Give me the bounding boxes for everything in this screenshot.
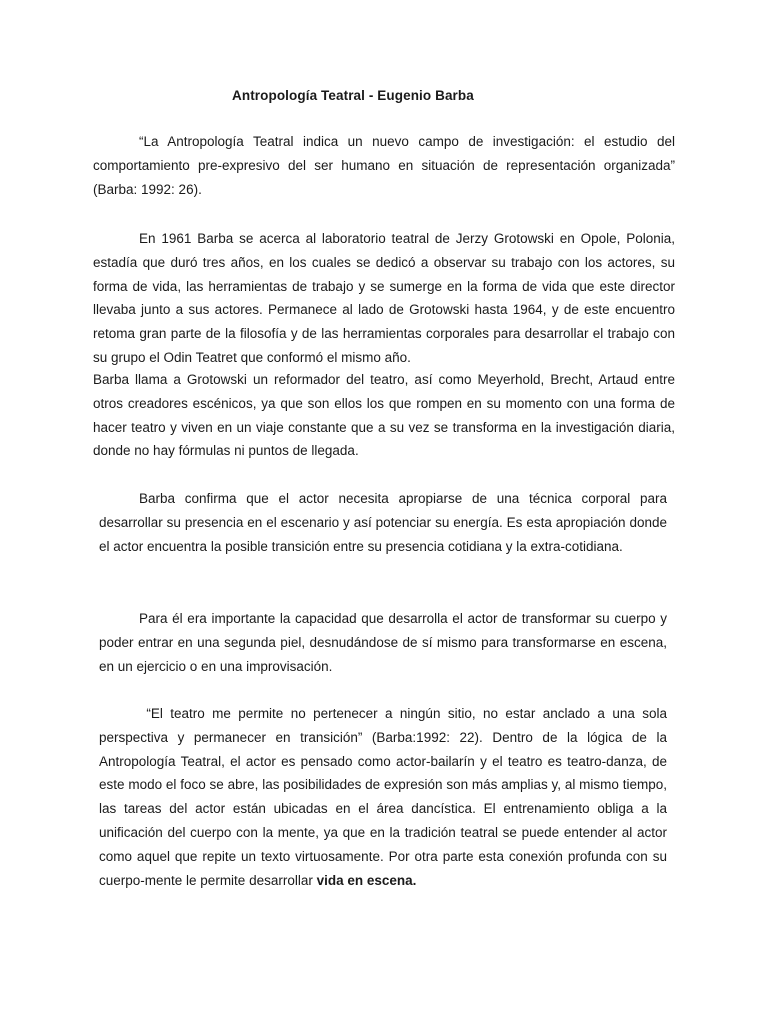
paragraph-quote-definition: [93, 130, 675, 201]
paragraph-bold-text: vida en escena.: [316, 872, 417, 888]
document-title: Antropología Teatral - Eugenio Barba: [232, 88, 474, 103]
paragraph-second-skin: [99, 607, 667, 678]
paragraph-text: Barba confirma que el actor necesita apropiarse de una técnica corporal para desarrollar su presencia en el escenario y así potenciar su energía. Es esta apropiación donde el actor encuentra la posible transición entre su presencia cotidiana y la extra-cotidiana.: [99, 491, 667, 554]
paragraph-actor-dancer: [99, 702, 667, 892]
paragraph-text: Para él era importante la capacidad que desarrolla el actor de transformar su cuerpo y poder entrar en una segunda piel, desnudándose de sí mismo para transformarse en escena, en un ejercicio o en una improvisación.: [99, 611, 667, 674]
paragraph-corporal-technique: [99, 487, 667, 558]
paragraph-text: En 1961 Barba se acerca al laboratorio teatral de Jerzy Grotowski en Opole, Polonia, estadía que duró tres años, en los cuales se dedicó a observar su trabajo con los actores, su forma de vida, las herramientas de trabajo y se sumerge en la forma de vida que este director llevaba junto a sus actores. Permanece al lado de Grotowski hasta 1964, y de este encuentro retoma gran parte de la filosofía y de las herramientas corporales para desarrollar el trabajo con su grupo el Odin Teatret que conformó el mismo año.: [93, 231, 675, 365]
paragraph-text: “La Antropología Teatral indica un nuevo campo de investigación: el estudio del comportamiento pre-expresivo del ser humano en situación de representación organizada” (Barba: 1992: 26).: [93, 134, 675, 197]
paragraph-grotowski-history: [93, 227, 675, 370]
paragraph-text: “El teatro me permite no pertenecer a ningún sitio, no estar anclado a una sola perspectiva y permanecer en transición” (Barba:1992: 22). Dentro de la lógica de la Antropología Teatral, el actor es pensado como actor-bailarín y el teatro es teatro-danza, de este modo el foco se abre, las posibilidades de expresión son más amplias y, al mismo tiempo, las tareas del actor están ubicadas en el área dancística. El entrenamiento obliga a la unificación del cuerpo con la mente, ya que en la tradición teatral se puede entender al actor como aquel que repite un texto virtuosamente. Por otra parte esta conexión profunda con su cuerpo-mente le permite desarrollar: [99, 706, 667, 888]
paragraph-reformers: [93, 368, 675, 463]
paragraph-text: Barba llama a Grotowski un reformador del teatro, así como Meyerhold, Brecht, Artaud entre otros creadores escénicos, ya que son ellos los que rompen en su momento con una forma de hacer teatro y viven en un viaje constante que a su vez se transforma en la investigación diaria, donde no hay fórmulas ni puntos de llegada.: [93, 372, 675, 459]
